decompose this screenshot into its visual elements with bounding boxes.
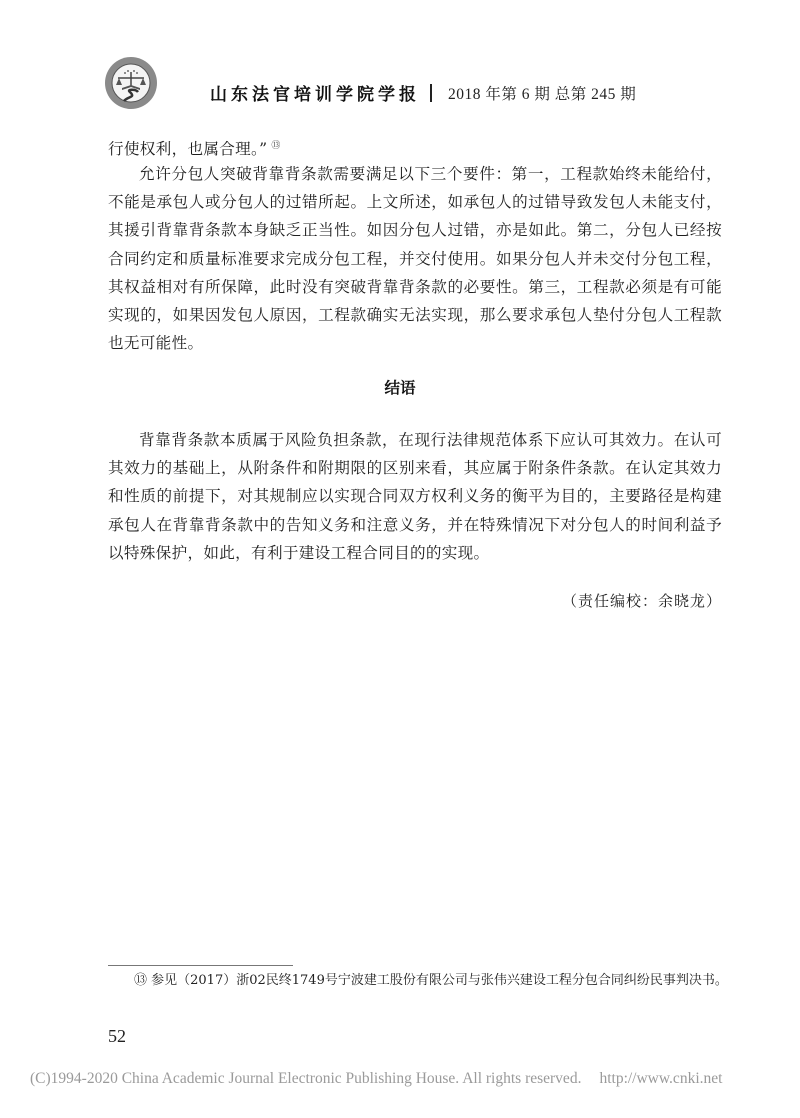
page-number: 52	[108, 1026, 126, 1046]
paragraph-continuation	[108, 132, 722, 163]
section-title-conclusion: 结语	[384, 379, 416, 397]
footnote-reference[interactable]: ⑬	[271, 141, 281, 151]
header-divider	[430, 84, 432, 102]
journal-name: 山东法官培训学院学报	[210, 85, 420, 105]
cnki-link[interactable]: http://www.cnki.net	[599, 1070, 723, 1087]
issue-info: 2018 年第 6 期 总第 245 期	[448, 85, 637, 103]
paragraph-conclusion: 背靠背条款本质属于风险负担条款，在现行法律规范体系下应认可其效力。在认可其效力的基础上，从附条件和附期限的区别来看，其应属于附条件条款。在认定其效力和性质的前提下，对其规制应以实现合同双方权利义务的衡平为目的，主要路径是构建承包人在背靠背条款中的告知义务和注意义务，并在特殊情况下对分包人的时间利益予以特殊保护，如此，有利于建设工程合同目的的实现。	[108, 431, 722, 562]
footnote-divider	[108, 965, 293, 966]
paragraph-requirements: 允许分包人突破背靠背条款需要满足以下三个要件：第一，工程款始终未能给付，不能是承包人或分包人的过错所起。上文所述，如承包人的过错导致发包人未能支付，其援引背靠背条款本身缺乏正当性。如因分包人过错，亦是如此。第二，分包人已经按合同约定和质量标准要求完成分包工程，并交付使用。如果分包人并未交付分包工程，其权益相对有所保障，此时没有突破背靠背条款的必要性。第三，工程款必须是有可能实现的，如果因发包人原因，工程款确实无法实现，那么要求承包人垫付分包人工程款也无可能性。	[108, 165, 722, 353]
paragraph-text: 行使权利，也属合理。”	[108, 140, 268, 159]
journal-logo	[104, 56, 158, 110]
copyright-text: (C)1994-2020 China Academic Journal Electronic Publishing House. All rights reserved.	[30, 1070, 582, 1087]
responsible-editor: （责任编校：余晓龙）	[561, 592, 722, 610]
running-header	[210, 80, 636, 105]
copyright-watermark	[30, 1070, 722, 1088]
footnote: ⑬ 参见（2017）浙02民终1749号宁波建工股份有限公司与张伟兴建设工程分包合同纠纷民事判决书。	[134, 973, 728, 988]
court-emblem-icon	[104, 56, 158, 110]
